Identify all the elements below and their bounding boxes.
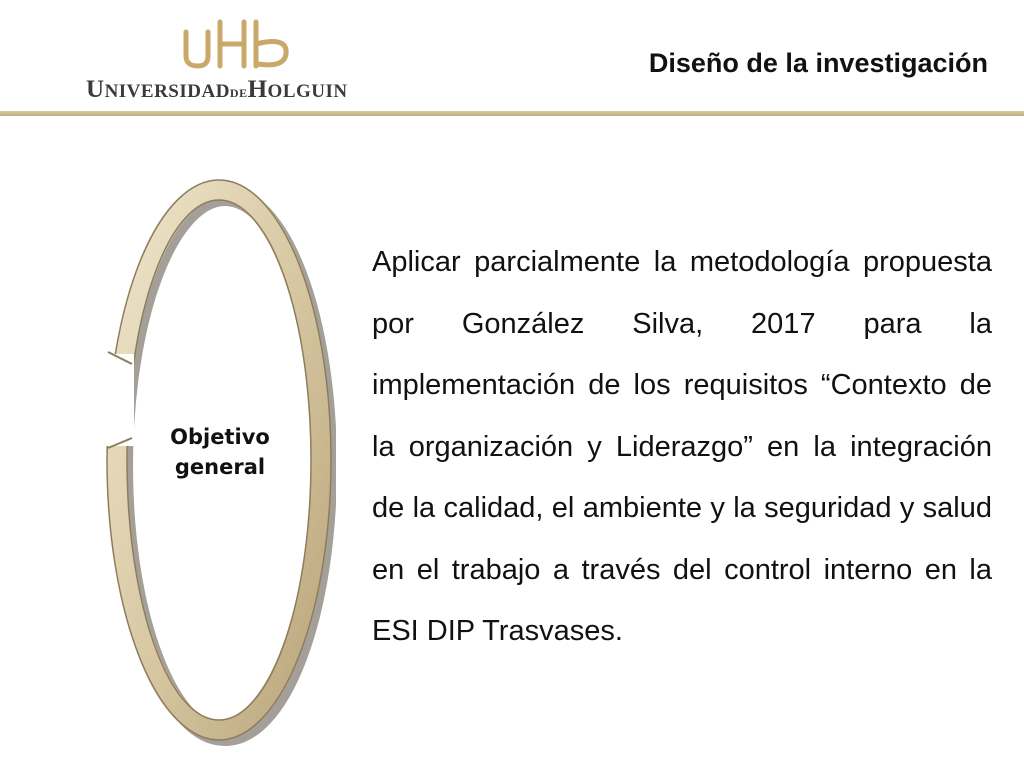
university-name xyxy=(86,76,348,104)
objective-label-line1: Objetivo xyxy=(170,425,270,449)
header xyxy=(0,0,1024,118)
logo-letter-h: H xyxy=(247,76,268,103)
objective-paragraph: Aplicar parcialmente la metodología propuesta por González Silva, 2017 para la implementación de los requisitos “Contexto de la organización y Liderazgo” en la integración de la calidad, el ambiente y la seguridad y salud en el trabajo a través del control interno en la ESI DIP Trasvases. xyxy=(372,246,992,647)
logo-word-olguin: OLGUIN xyxy=(267,81,348,102)
logo-word-de: DE xyxy=(229,86,248,100)
university-logo xyxy=(78,10,408,110)
logo-word-niversidad: NIVERSIDAD xyxy=(104,81,230,102)
objective-label xyxy=(140,422,300,482)
header-divider xyxy=(0,111,1024,116)
objective-label-line2: general xyxy=(174,455,266,479)
logo-letter-u: U xyxy=(86,76,105,103)
uhb-logo-mark-icon xyxy=(178,18,298,70)
page-title: Diseño de la investigación xyxy=(648,48,988,78)
